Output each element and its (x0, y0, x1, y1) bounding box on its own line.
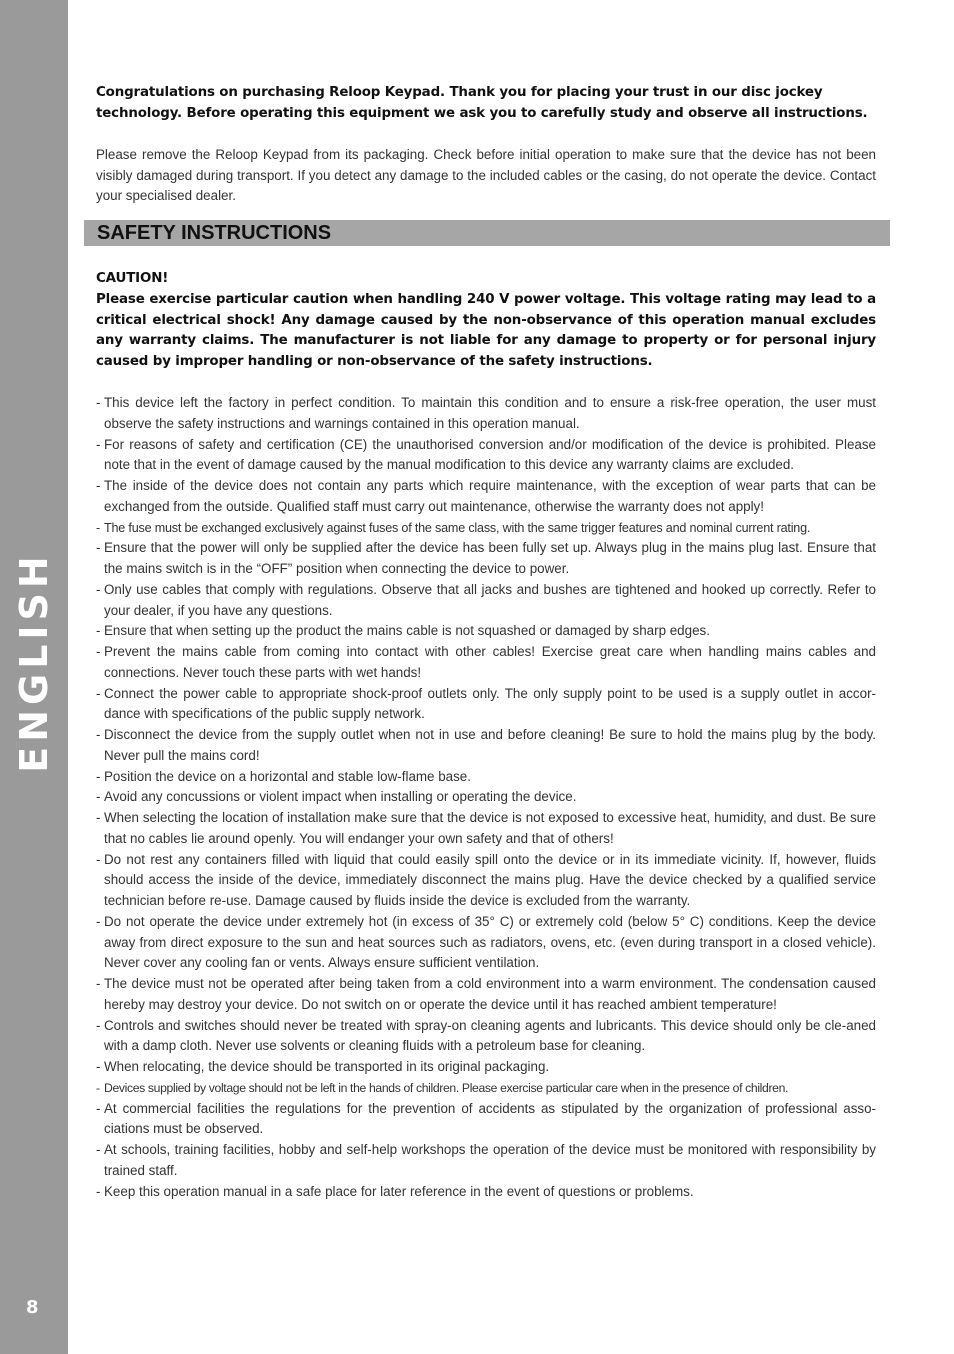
intro-block (96, 83, 876, 207)
list-item: - The device must not be operated after being taken from a cold environment into a warm environment. The condensation caused hereby may destroy your device. Do not switch on or operate the device until it has reached ambient temperature! (96, 974, 876, 1016)
list-item: - When selecting the location of installation make sure that the device is not exposed to excessive heat, humidity, and dust. Be sure that no cables lie around openly. You will endanger your own safety and that of others! (96, 808, 876, 850)
list-item: - Disconnect the device from the supply outlet when not in use and before cleaning! Be sure to hold the mains plug by the body. Never pull the mains cord! (96, 725, 876, 767)
list-item: - At schools, training facilities, hobby and self-help workshops the operation of the device must be monitored with responsibility by trained staff. (96, 1140, 876, 1182)
list-item: - Avoid any concussions or violent impact when installing or operating the device. (96, 787, 876, 808)
list-item: - Controls and switches should never be treated with spray-on cleaning agents and lubricants. This device should only be cle-aned with a damp cloth. Never use solvents or cleaning fluids with a petroleum base for cleaning. (96, 1016, 876, 1058)
list-item: - At commercial facilities the regulations for the prevention of accidents as stipulated by the organization of professional asso-ciations must be observed. (96, 1099, 876, 1141)
section-title: SAFETY INSTRUCTIONS (97, 222, 332, 244)
list-item: - This device left the factory in perfect condition. To maintain this condition and to ensure a risk-free operation, the user must observe the safety instructions and warnings contained in this operation manual. (96, 393, 876, 435)
language-label: ENGLISH (12, 551, 56, 773)
intro-congratulations: Congratulations on purchasing Reloop Keypad. Thank you for placing your trust in our disc jockey technology. Before operating this equipment we ask you to carefully study and observe all instructions. (96, 85, 868, 121)
list-item: - Keep this operation manual in a safe place for later reference in the event of questions or problems. (96, 1182, 876, 1203)
list-item: - Ensure that the power will only be supplied after the device has been fully set up. Always plug in the mains plug last. Ensure that the mains switch is in the “OFF” position when connecting the device to power. (96, 538, 876, 580)
list-item: - Only use cables that comply with regulations. Observe that all jacks and bushes are tightened and hooked up correctly. Refer to your dealer, if you have any questions. (96, 580, 876, 622)
language-sidebar (0, 0, 68, 1354)
list-item: - Connect the power cable to appropriate shock-proof outlets only. The only supply point to be used is a supply outlet in accor-dance with specifications of the public supply network. (96, 684, 876, 726)
caution-heading: CAUTION! (96, 271, 169, 286)
list-item: - For reasons of safety and certification (CE) the unauthorised conversion and/or modification of the device is prohibited. Please note that in the event of damage caused by the manual modification to this device any warranty claims are excluded. (96, 435, 876, 477)
list-item: - Position the device on a horizontal and stable low-flame base. (96, 767, 876, 788)
list-item: - The inside of the device does not contain any parts which require maintenance, with the exception of wear parts that can be exchanged from the outside. Qualified staff must carry out maintenance, otherwise the warranty does not apply! (96, 476, 876, 518)
list-item: - When relocating, the device should be transported in its original packaging. (96, 1057, 876, 1078)
section-header-bar (84, 220, 890, 246)
list-item: - Do not operate the device under extremely hot (in excess of 35° C) or extremely cold (below 5° C) conditions. Keep the device away from direct exposure to the sun and heat sources such as radiators, ovens, etc. (even during transport in a closed vehicle). Never cover any cooling fan or vents. Always ensure sufficient ventilation. (96, 912, 876, 974)
list-item: - The fuse must be exchanged exclusively against fuses of the same class, with the same trigger features and nominal current rating. (96, 518, 876, 539)
list-item: - Do not rest any containers filled with liquid that could easily spill onto the device or in its immediate vicinity. If, however, fluids should access the inside of the device, immediately disconnect the mains plug. Have the device checked by a qualified service technician before re-use. Damage caused by fluids inside the device is excluded from the warranty. (96, 850, 876, 912)
list-item: - Ensure that when setting up the product the mains cable is not squashed or damaged by sharp edges. (96, 621, 876, 642)
list-item: - Prevent the mains cable from coming into contact with other cables! Exercise great care when handling mains cables and connections. Never touch these parts with wet hands! (96, 642, 876, 684)
safety-instructions-list (96, 393, 876, 1202)
caution-block (96, 269, 876, 373)
page-number: 8 (26, 1297, 39, 1318)
intro-unpacking-note: Please remove the Reloop Keypad from its packaging. Check before initial operation to make sure that the device has not been visibly damaged during transport. If you detect any damage to the included cables or the casing, do not operate the device. Contact your specialised dealer. (96, 147, 876, 203)
caution-text: Please exercise particular caution when handling 240 V power voltage. This voltage rating may lead to a critical electrical shock! Any damage caused by the non-observance of this operation manual excludes any warranty claims. The manufacturer is not liable for any damage to property or for personal injury caused by improper handling or non-observance of the safety instructions. (96, 291, 876, 370)
list-item: - Devices supplied by voltage should not be left in the hands of children. Please exercise particular care when in the presence of children. (96, 1078, 876, 1099)
